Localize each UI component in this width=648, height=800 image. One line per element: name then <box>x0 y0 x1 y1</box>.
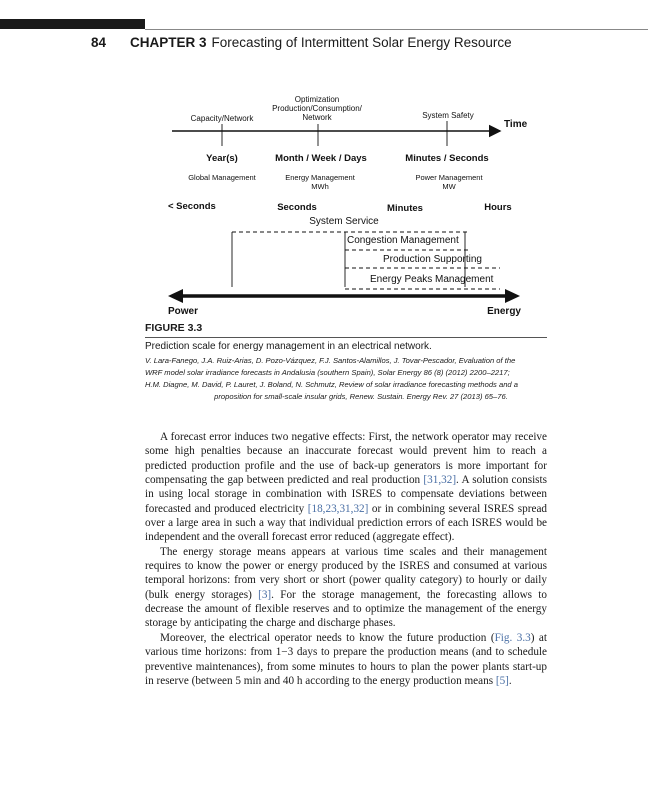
citation-link[interactable]: [31,32] <box>423 474 457 487</box>
horizon-months: Month / Week / Days <box>275 153 367 164</box>
figure-caption: Prediction scale for energy management in an electrical network. <box>145 341 432 352</box>
paragraph-2 <box>145 545 547 631</box>
label-optimization-3: Network <box>302 113 332 122</box>
credit-line-3: H.M. Diagne, M. David, P. Lauret, J. Boland, N. Schmutz, Review of solar irradiance forecasting methods and a <box>145 380 518 389</box>
horizon-years: Year(s) <box>206 153 238 164</box>
paragraph-3 <box>145 631 547 688</box>
credit-line-4: proposition for small-scale insular grids, Renew. Sustain. Energy Rev. 27 (2013) 65–76. <box>214 392 508 401</box>
figure-credit <box>145 355 547 403</box>
scale-minutes: Minutes <box>387 203 423 214</box>
citation-link[interactable]: [3] <box>258 588 272 601</box>
chapter-label: CHAPTER 3 <box>130 35 207 50</box>
paragraph-1 <box>145 430 547 545</box>
scale-lt-seconds: < Seconds <box>168 201 216 212</box>
citation-link[interactable]: [5] <box>495 674 509 687</box>
citation-link[interactable]: [18,23,31,32] <box>307 502 369 515</box>
service-system: System Service <box>309 216 379 227</box>
axis-power: Power <box>168 306 199 317</box>
p2-text-b: . For the storage management, the forecasting allows to decrease the amount of flexible reserves and to optimize the management of the energy storage by anticipating the charge and discharge phases. <box>145 588 547 630</box>
chapter-title: Forecasting of Intermittent Solar Energy Resource <box>211 35 512 50</box>
label-optimization-2: Production/Consumption/ <box>272 104 362 113</box>
axis-energy: Energy <box>487 306 521 317</box>
body-text <box>145 430 547 688</box>
management-power-1: Power Management <box>415 173 483 182</box>
credit-line-1: V. Lara-Fanego, J.A. Ruiz-Arias, D. Pozo-Vázquez, F.J. Santos-Alamillos, J. Tovar-Pescador, Evaluation of the <box>145 356 516 365</box>
figure-rule <box>145 337 547 338</box>
label-capacity: Capacity/Network <box>190 114 254 123</box>
p3-text-b: ) at various time horizons: from 1−3 days to prepare the production means (and to schedule preventive maintenances), from some minutes to hours to plan the power plants start-up in reserve (between 5 min and 40 h according to the energy production means <box>145 631 547 687</box>
horizon-minutes: Minutes / Seconds <box>405 153 489 164</box>
arrowhead-right <box>505 289 520 303</box>
page-number: 84 <box>91 35 107 50</box>
p1-text-c: or in combining several ISRES spread over a large area in such a way that individual prediction errors of each ISRES would be independent and the overall forecast error reduced (aggregate effect). <box>145 502 548 544</box>
p1-text-b: . A solution consists in using local storage in combination with ISRES to compensate deviations between forecasted and produced electricity <box>145 474 547 515</box>
p1-text-a: A forecast error induces two negative effects: First, the network operator may receive some high penalties because an inaccurate forecast would prevent him to reach a predicted production profile and the use of back-up generators is more important for compensating the gap between predicted and real production <box>145 431 547 487</box>
figure-diagram <box>0 0 648 330</box>
p2-text-a: The energy storage means appears at various time scales and their management requires to know the power or energy produced by the ISRES and consumed at various temporal horizons: from very short or short (power quality category) to hourly or daily (bulk energy storages) <box>145 545 547 601</box>
management-power-2: MW <box>442 182 456 191</box>
scale-hours: Hours <box>484 202 512 213</box>
figure-link[interactable]: Fig. 3.3 <box>494 631 531 644</box>
credit-line-2: WRF model solar irradiance forecasts in Andalusia (southern Spain), Solar Energy 86 (8) (2012) 2200–2217; <box>145 368 510 377</box>
figure-label: FIGURE 3.3 <box>145 322 203 334</box>
service-production: Production Supporting <box>383 254 482 265</box>
management-energy-2: MWh <box>311 182 329 191</box>
service-congestion: Congestion Management <box>347 235 459 246</box>
label-system-safety: System Safety <box>422 111 474 120</box>
service-energy-peaks: Energy Peaks Management <box>370 274 494 285</box>
p3-text-a: Moreover, the electrical operator needs to know the future production ( <box>160 631 495 644</box>
label-time: Time <box>504 119 528 130</box>
scale-seconds: Seconds <box>277 202 317 213</box>
label-optimization-1: Optimization <box>294 95 340 104</box>
management-energy-1: Energy Management <box>285 173 355 182</box>
arrowhead-left <box>168 289 183 303</box>
management-global: Global Management <box>188 173 256 182</box>
p3-text-c: . <box>508 674 512 687</box>
